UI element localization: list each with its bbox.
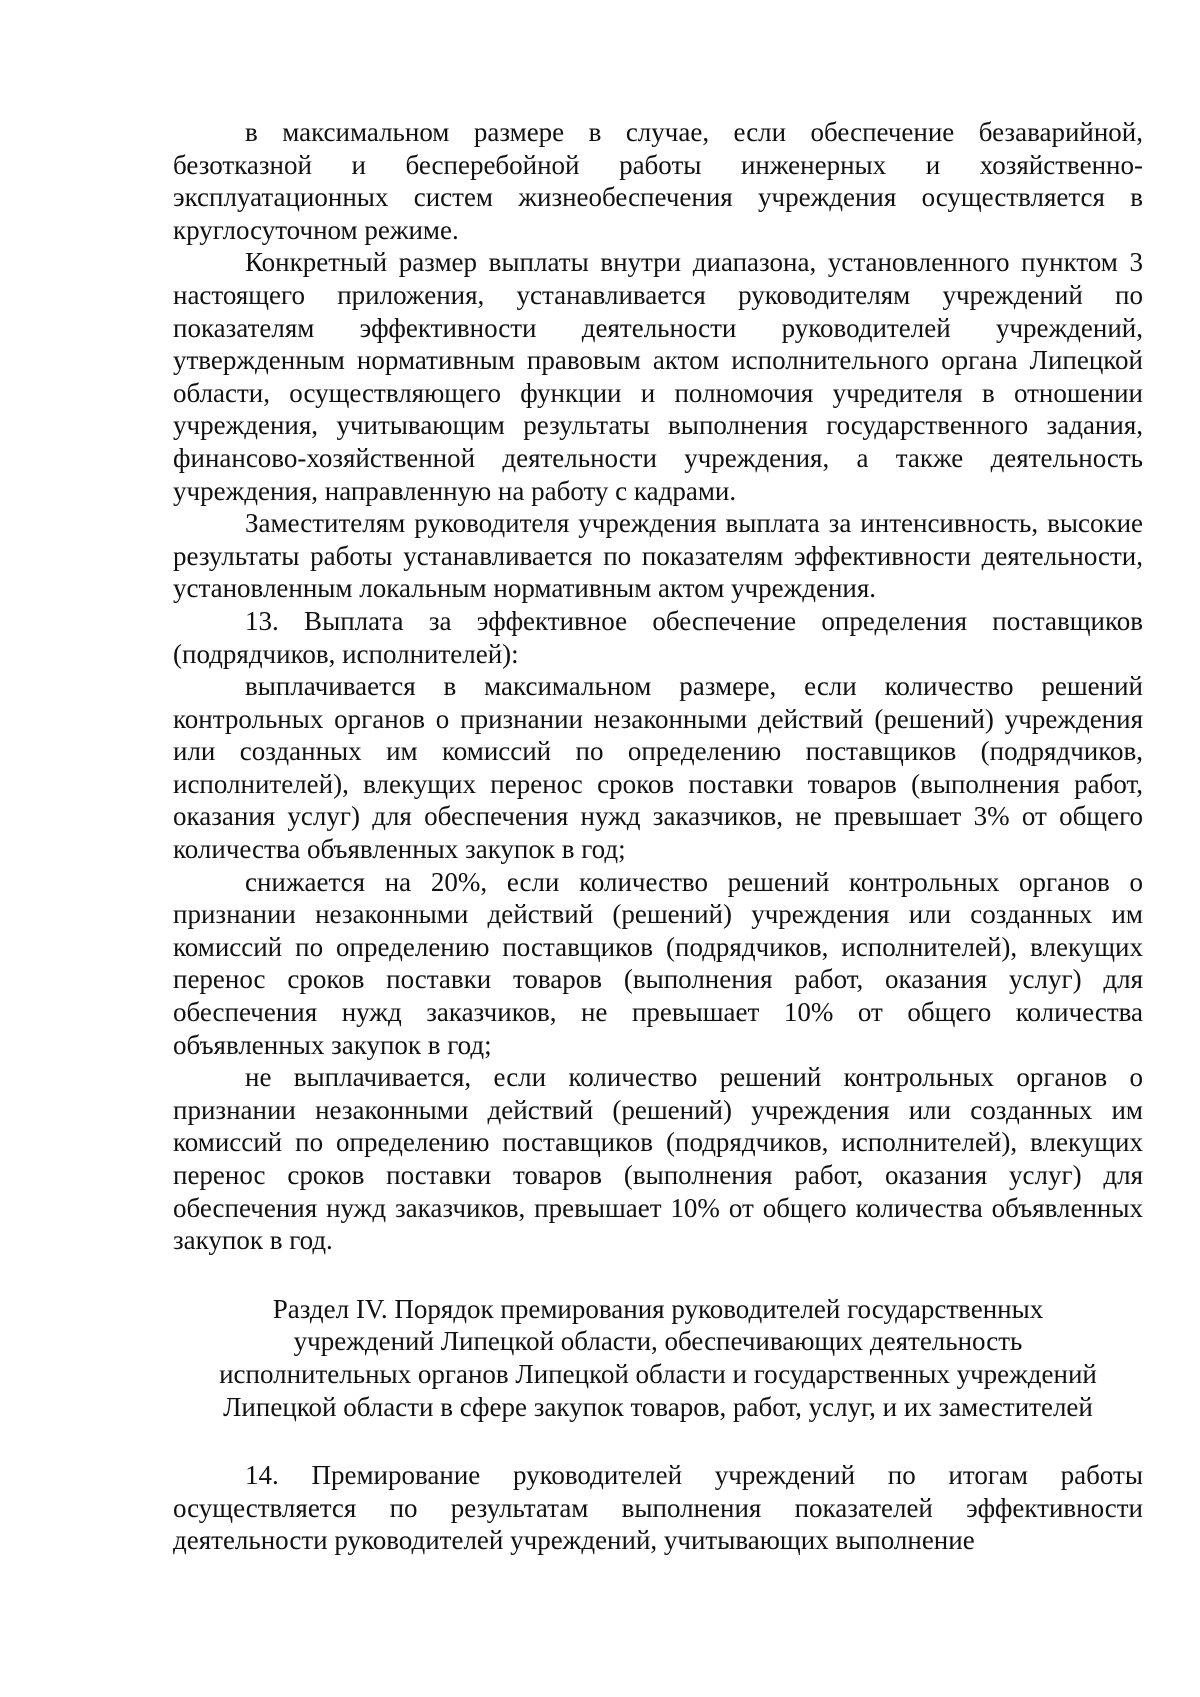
section-heading-line-1: Раздел IV. Порядок премирования руководителей государственных <box>272 1293 1044 1324</box>
section-iv-heading <box>173 1293 1143 1423</box>
paragraph-deputies-payment: Заместителям руководителя учреждения выплата за интенсивность, высокие результаты работы устанавливается по показателям эффективности деятельности, установленным локальным нормативным актом учреждения. <box>173 508 1143 604</box>
paragraph-not-paid: не выплачивается, если количество решений контрольных органов о признании незаконными действий (решений) учреждения или созданных им комиссий по определению поставщиков (подрядчиков, исполнителей), влекущих перенос сроков поставки товаров (выполнения работ, оказания услуг) для обеспечения нужд заказчиков, превышает 10% от общего количества объявленных закупок в год. <box>173 1062 1143 1256</box>
paragraph-payment-range: Конкретный размер выплаты внутри диапазона, установленного пунктом 3 настоящего приложения, устанавливается руководителям учреждений по показателям эффективности деятельности руководителей учреждений, утвержденным нормативным правовым актом исполнительного органа Липецкой области, осуществляющего функции и полномочия учредителя в отношении учреждения, учитывающим результаты выполнения государственного задания, финансово-хозяйственной деятельности учреждения, а также деятельность учреждения, направленную на работу с кадрами. <box>173 247 1143 506</box>
paragraph-duty-round-the-clock: в максимальном размере в случае, если обеспечение безаварийной, безотказной и бесперебойной работы инженерных и хозяйственно-эксплуатационных систем жизнеобеспечения учреждения осуществляется в круглосуточном режиме. <box>173 117 1143 245</box>
paragraph-item-13: 13. Выплата за эффективное обеспечение определения поставщиков (подрядчиков, исполнителей): <box>173 605 1143 669</box>
paragraph-paid-max: выплачивается в максимальном размере, если количество решений контрольных органов о признании незаконными действий (решений) учреждения или созданных им комиссий по определению поставщиков (подрядчиков, исполнителей), влекущих перенос сроков поставки товаров (выполнения работ, оказания услуг) для обеспечения нужд заказчиков, не превышает 3% от общего количества объявленных закупок в год; <box>173 671 1143 865</box>
document-page <box>173 116 1143 1557</box>
section-heading-line-4: Липецкой области в сфере закупок товаров, работ, услуг, и их заместителей <box>223 1391 1093 1422</box>
paragraph-reduced-20: снижается на 20%, если количество решений контрольных органов о признании незаконными действий (решений) учреждения или созданных им комиссий по определению поставщиков (подрядчиков, исполнителей), влекущих перенос сроков поставки товаров (выполнения работ, оказания услуг) для обеспечения нужд заказчиков, не превышает 10% от общего количества объявленных закупок в год; <box>173 866 1143 1060</box>
section-heading-line-2: учреждений Липецкой области, обеспечивающих деятельность <box>293 1326 1023 1357</box>
section-heading-line-3: исполнительных органов Липецкой области и государственных учреждений <box>219 1358 1097 1389</box>
paragraph-item-14: 14. Премирование руководителей учреждений по итогам работы осуществляется по результатам выполнения показателей эффективности деятельности руководителей учреждений, учитывающих выполнение <box>173 1460 1143 1556</box>
